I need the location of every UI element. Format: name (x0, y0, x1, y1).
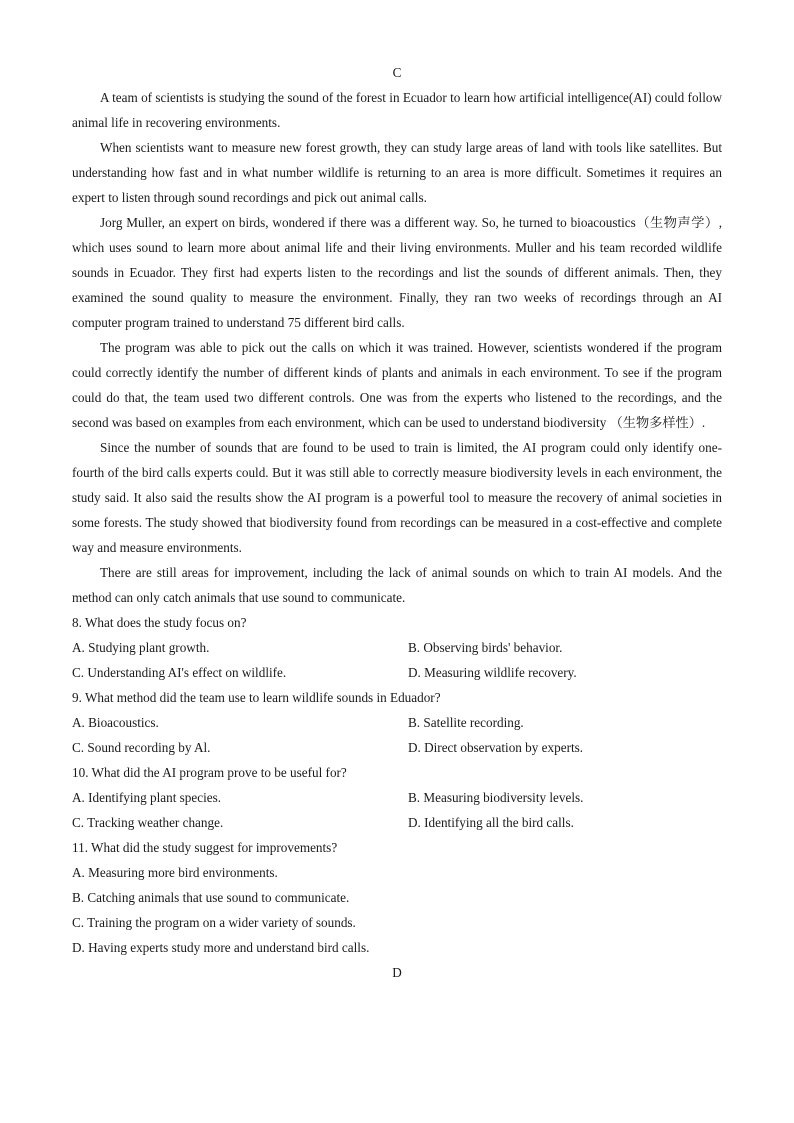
question-11-option-c: C. Training the program on a wider variety of sounds. (72, 915, 356, 930)
question-8-option-d: D. Measuring wildlife recovery. (408, 665, 577, 680)
passage-paragraph-2: When scientists want to measure new forest growth, they can study large areas of land with tools like satellites. But understanding how fast and in what number wildlife is returning to an area is more difficult. Sometimes it requires an expert to listen through sound recordings and pick out animal calls. (72, 140, 722, 205)
passage-paragraph-4: The program was able to pick out the calls on which it was trained. However, scientists wondered if the program could correctly identify the number of different kinds of plants and animals in each environment. To see if the program could do that, the team used two different controls. One was from the experts who listened to the recordings, and the second was based on examples from each environment, which can be used to understand biodiversity （生物多样性）. (72, 340, 722, 430)
question-8: 8. What does the study focus on? (72, 615, 247, 630)
question-11: 11. What did the study suggest for improvements? (72, 840, 338, 855)
question-10-option-b: B. Measuring biodiversity levels. (408, 790, 584, 805)
section-heading-c: C (392, 65, 402, 80)
question-8-option-a: A. Studying plant growth. (72, 640, 210, 655)
question-10-options-row-2 (72, 810, 722, 835)
question-9-options-row-2 (72, 735, 722, 760)
question-10-option-a: A. Identifying plant species. (72, 790, 222, 805)
question-11-option-b: B. Catching animals that use sound to communicate. (72, 890, 350, 905)
question-11-option-a: A. Measuring more bird environments. (72, 865, 278, 880)
question-8-option-b: B. Observing birds' behavior. (408, 640, 563, 655)
document-page (72, 60, 722, 985)
passage-paragraph-6: There are still areas for improvement, including the lack of animal sounds on which to train AI models. And the method can only catch animals that use sound to communicate. (72, 565, 722, 605)
question-10-options-row-1 (72, 785, 722, 810)
question-8-option-c: C. Understanding AI's effect on wildlife. (72, 665, 287, 680)
question-9-option-c: C. Sound recording by Al. (72, 740, 211, 755)
question-9-options-row-1 (72, 710, 722, 735)
question-9-option-b: B. Satellite recording. (408, 715, 524, 730)
passage-paragraph-5: Since the number of sounds that are found to be used to train is limited, the AI program could only identify one-fourth of the bird calls experts could. But it was still able to correctly measure biodiversity levels in each environment, the study said. It also said the results show the AI program is a powerful tool to measure the recovery of animal societies in some forests. The study showed that biodiversity found from recordings can be measured in a cost-effective and complete way and measure environments. (72, 440, 722, 555)
question-9-option-d: D. Direct observation by experts. (408, 740, 584, 755)
question-10-option-d: D. Identifying all the bird calls. (408, 815, 574, 830)
question-10: 10. What did the AI program prove to be useful for? (72, 765, 347, 780)
passage-paragraph-1: A team of scientists is studying the sound of the forest in Ecuador to learn how artificial intelligence(AI) could follow animal life in recovering environments. (72, 90, 722, 130)
question-9: 9. What method did the team use to learn wildlife sounds in Eduador? (72, 690, 441, 705)
question-8-options-row-1 (72, 635, 722, 660)
question-11-option-d: D. Having experts study more and understand bird calls. (72, 940, 370, 955)
question-9-option-a: A. Bioacoustics. (72, 715, 159, 730)
question-10-option-c: C. Tracking weather change. (72, 815, 224, 830)
passage-paragraph-3: Jorg Muller, an expert on birds, wondered if there was a different way. So, he turned to bioacoustics（生物声学）, which uses sound to learn more about animal life and their living environments. Muller and his team recorded wildlife sounds in Ecuador. They first had experts listen to the recordings and list the sounds of different animals. Then, they examined the sound quality to measure the environment. Finally, they ran two weeks of recordings through an AI computer program trained to understand 75 different bird calls. (72, 215, 722, 330)
question-8-options-row-2 (72, 660, 722, 685)
section-heading-d: D (392, 965, 402, 980)
